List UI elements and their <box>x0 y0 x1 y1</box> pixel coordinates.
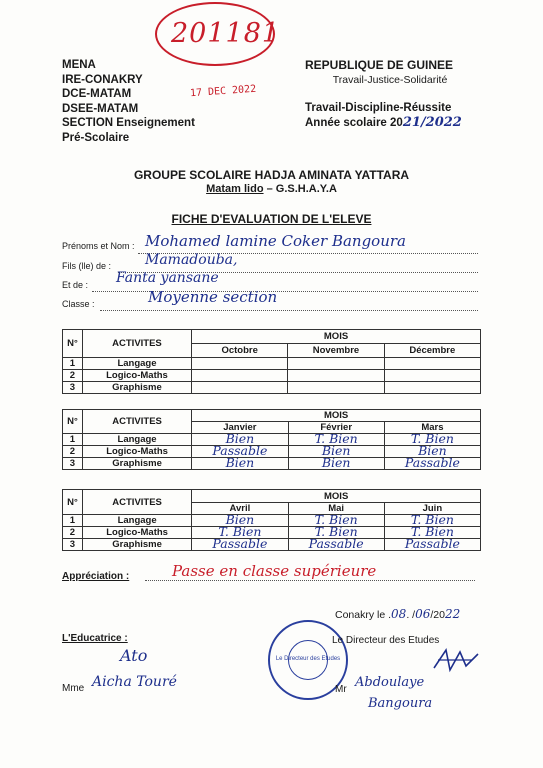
table-row <box>63 458 481 470</box>
row-activity: Langage <box>82 515 191 527</box>
date-year-prefix: /20 <box>430 609 445 621</box>
educatrice-name: Aicha Touré <box>92 674 177 690</box>
appreciation-label: Appréciation : <box>62 571 130 582</box>
month-header: Octobre <box>192 344 288 358</box>
educatrice-signature: Ato <box>120 646 148 665</box>
row-number: 3 <box>63 539 83 551</box>
row-activity: Graphisme <box>82 458 191 470</box>
date-prefix: Conakry le . <box>335 609 392 621</box>
director-label: Le Directeur des Etudes <box>332 635 440 646</box>
grade-cell <box>384 455 480 470</box>
grade-value: Passable <box>404 455 460 470</box>
field-label-name: Prénoms et Nom : <box>62 241 135 251</box>
director-signature-mark <box>432 646 482 681</box>
grade-value: Bien <box>418 443 447 458</box>
received-date-stamp: 17 DEC 2022 <box>189 83 257 100</box>
header-left-line: Pré-Scolaire <box>62 131 130 144</box>
col-header-months: MOIS <box>192 330 481 344</box>
director-title: Mr <box>335 684 347 695</box>
grade-value: Passable <box>404 536 460 551</box>
col-header-num: N° <box>63 490 83 515</box>
row-activity: Graphisme <box>82 539 191 551</box>
row-number: 2 <box>63 446 83 458</box>
row-activity: Logico-Maths <box>82 446 191 458</box>
header-left-line: DSEE-MATAM <box>62 102 139 115</box>
educatrice-title: Mme <box>62 683 85 694</box>
educatrice-label: L'Educatrice : <box>62 633 128 644</box>
field-value-mother: Fanta yansane <box>116 270 219 286</box>
field-label-father: Fils (lle) de : <box>62 261 112 271</box>
school-motto: Travail-Discipline-Réussite <box>305 102 452 114</box>
reference-number-stamp <box>155 2 281 66</box>
table-row <box>63 358 481 370</box>
grade-cell <box>192 382 288 394</box>
row-number: 1 <box>63 358 83 370</box>
col-header-activities: ACTIVITES <box>82 490 191 515</box>
evaluation-table-q2 <box>62 409 481 470</box>
stamp-text: Le Directeur des Etudes <box>275 656 341 662</box>
appreciation-value: Passe en classe supérieure <box>172 562 377 580</box>
date-year: 22 <box>444 607 461 621</box>
row-number: 3 <box>63 458 83 470</box>
signature-date: Conakry le .08. /06/2022 <box>335 607 461 621</box>
grade-value: Bien <box>321 443 351 458</box>
month-header: Février <box>288 422 384 434</box>
grade-value: Bien <box>225 512 255 527</box>
month-header: Novembre <box>288 344 384 358</box>
grade-cell <box>288 455 384 470</box>
col-header-num: N° <box>63 410 83 434</box>
grade-value: Bien <box>321 455 351 470</box>
grade-value: Passable <box>212 443 268 458</box>
grade-value: Passable <box>308 536 364 551</box>
row-number: 2 <box>63 370 83 382</box>
row-activity: Langage <box>82 358 191 370</box>
month-header: Avril <box>192 503 288 515</box>
grade-value: T. Bien <box>314 512 358 527</box>
appreciation-line <box>145 580 475 581</box>
field-label-mother: Et de : <box>62 280 89 290</box>
header-left-line: DCE-MATAM <box>62 88 132 100</box>
grade-value: T. Bien <box>314 524 358 539</box>
grade-cell <box>288 536 384 551</box>
row-activity: Langage <box>82 434 191 446</box>
grade-cell <box>288 382 384 394</box>
header-left-line: SECTION Enseignement <box>62 117 195 129</box>
col-header-activities: ACTIVITES <box>82 330 191 358</box>
grade-cell <box>384 370 480 382</box>
col-header-months: MOIS <box>192 410 481 422</box>
school-location-name: Matam lido <box>206 183 264 195</box>
grade-cell <box>288 358 384 370</box>
director-name: Abdoulaye <box>355 675 425 690</box>
grade-value: T. Bien <box>410 524 454 539</box>
grade-cell <box>192 358 288 370</box>
school-name: GROUPE SCOLAIRE HADJA AMINATA YATTARA <box>133 168 410 182</box>
row-activity: Graphisme <box>82 382 191 394</box>
col-header-num: N° <box>63 330 83 358</box>
month-header: Mars <box>384 422 480 434</box>
month-header: Décembre <box>384 344 480 358</box>
field-line-class <box>100 310 478 311</box>
row-number: 3 <box>63 382 83 394</box>
table-row <box>63 539 481 551</box>
grade-cell <box>192 370 288 382</box>
row-number: 1 <box>63 515 83 527</box>
header-left <box>62 58 195 145</box>
month-header: Janvier <box>192 422 288 434</box>
table-row <box>63 382 481 394</box>
month-header: Mai <box>288 503 384 515</box>
grade-cell <box>384 536 480 551</box>
col-header-activities: ACTIVITES <box>82 410 191 434</box>
col-header-months: MOIS <box>192 490 481 503</box>
grade-cell <box>192 536 288 551</box>
row-activity: Logico-Maths <box>82 527 191 539</box>
school-year <box>305 116 475 131</box>
evaluation-table-q1 <box>62 329 481 394</box>
signature-scribble-icon <box>432 646 482 676</box>
grade-value: T. Bien <box>314 431 358 446</box>
grade-value: T. Bien <box>410 431 454 446</box>
grade-cell <box>288 370 384 382</box>
header-left-line: MENA <box>62 59 96 71</box>
school-location <box>0 183 543 195</box>
grade-value: Bien <box>225 431 255 446</box>
grade-cell <box>192 455 288 470</box>
school-year-label: Année scolaire 20 <box>305 116 403 129</box>
row-activity: Logico-Maths <box>82 370 191 382</box>
grade-cell <box>384 358 480 370</box>
field-value-name: Mohamed lamine Coker Bangoura <box>145 232 406 250</box>
grade-value: Bien <box>225 455 255 470</box>
header-right <box>305 58 475 130</box>
date-month: 06 <box>415 607 431 621</box>
national-motto: Travail-Justice-Solidarité <box>332 73 448 86</box>
grade-value: Passable <box>212 536 268 551</box>
evaluation-table-q3 <box>62 489 481 551</box>
row-number: 2 <box>63 527 83 539</box>
reference-number: 201181 <box>171 18 281 49</box>
grade-value: T. Bien <box>410 512 454 527</box>
school-year-value: 21/2022 <box>402 114 462 130</box>
field-label-class: Classe : <box>62 299 95 309</box>
country-name: REPUBLIQUE DE GUINEE <box>305 58 454 72</box>
grade-value: T. Bien <box>218 524 262 539</box>
director-surname: Bangoura <box>368 696 433 711</box>
field-value-class: Moyenne section <box>148 288 278 306</box>
form-title: FICHE D'EVALUATION DE L'ELEVE <box>171 212 372 226</box>
grade-cell <box>384 382 480 394</box>
row-number: 1 <box>63 434 83 446</box>
header-left-line: IRE-CONAKRY <box>62 73 143 86</box>
date-day: 08 <box>391 607 407 621</box>
month-header: Juin <box>384 503 480 515</box>
school-abbr: – G.S.H.A.Y.A <box>263 183 337 195</box>
table-row <box>63 370 481 382</box>
field-value-father: Mamadouba, <box>145 252 238 268</box>
